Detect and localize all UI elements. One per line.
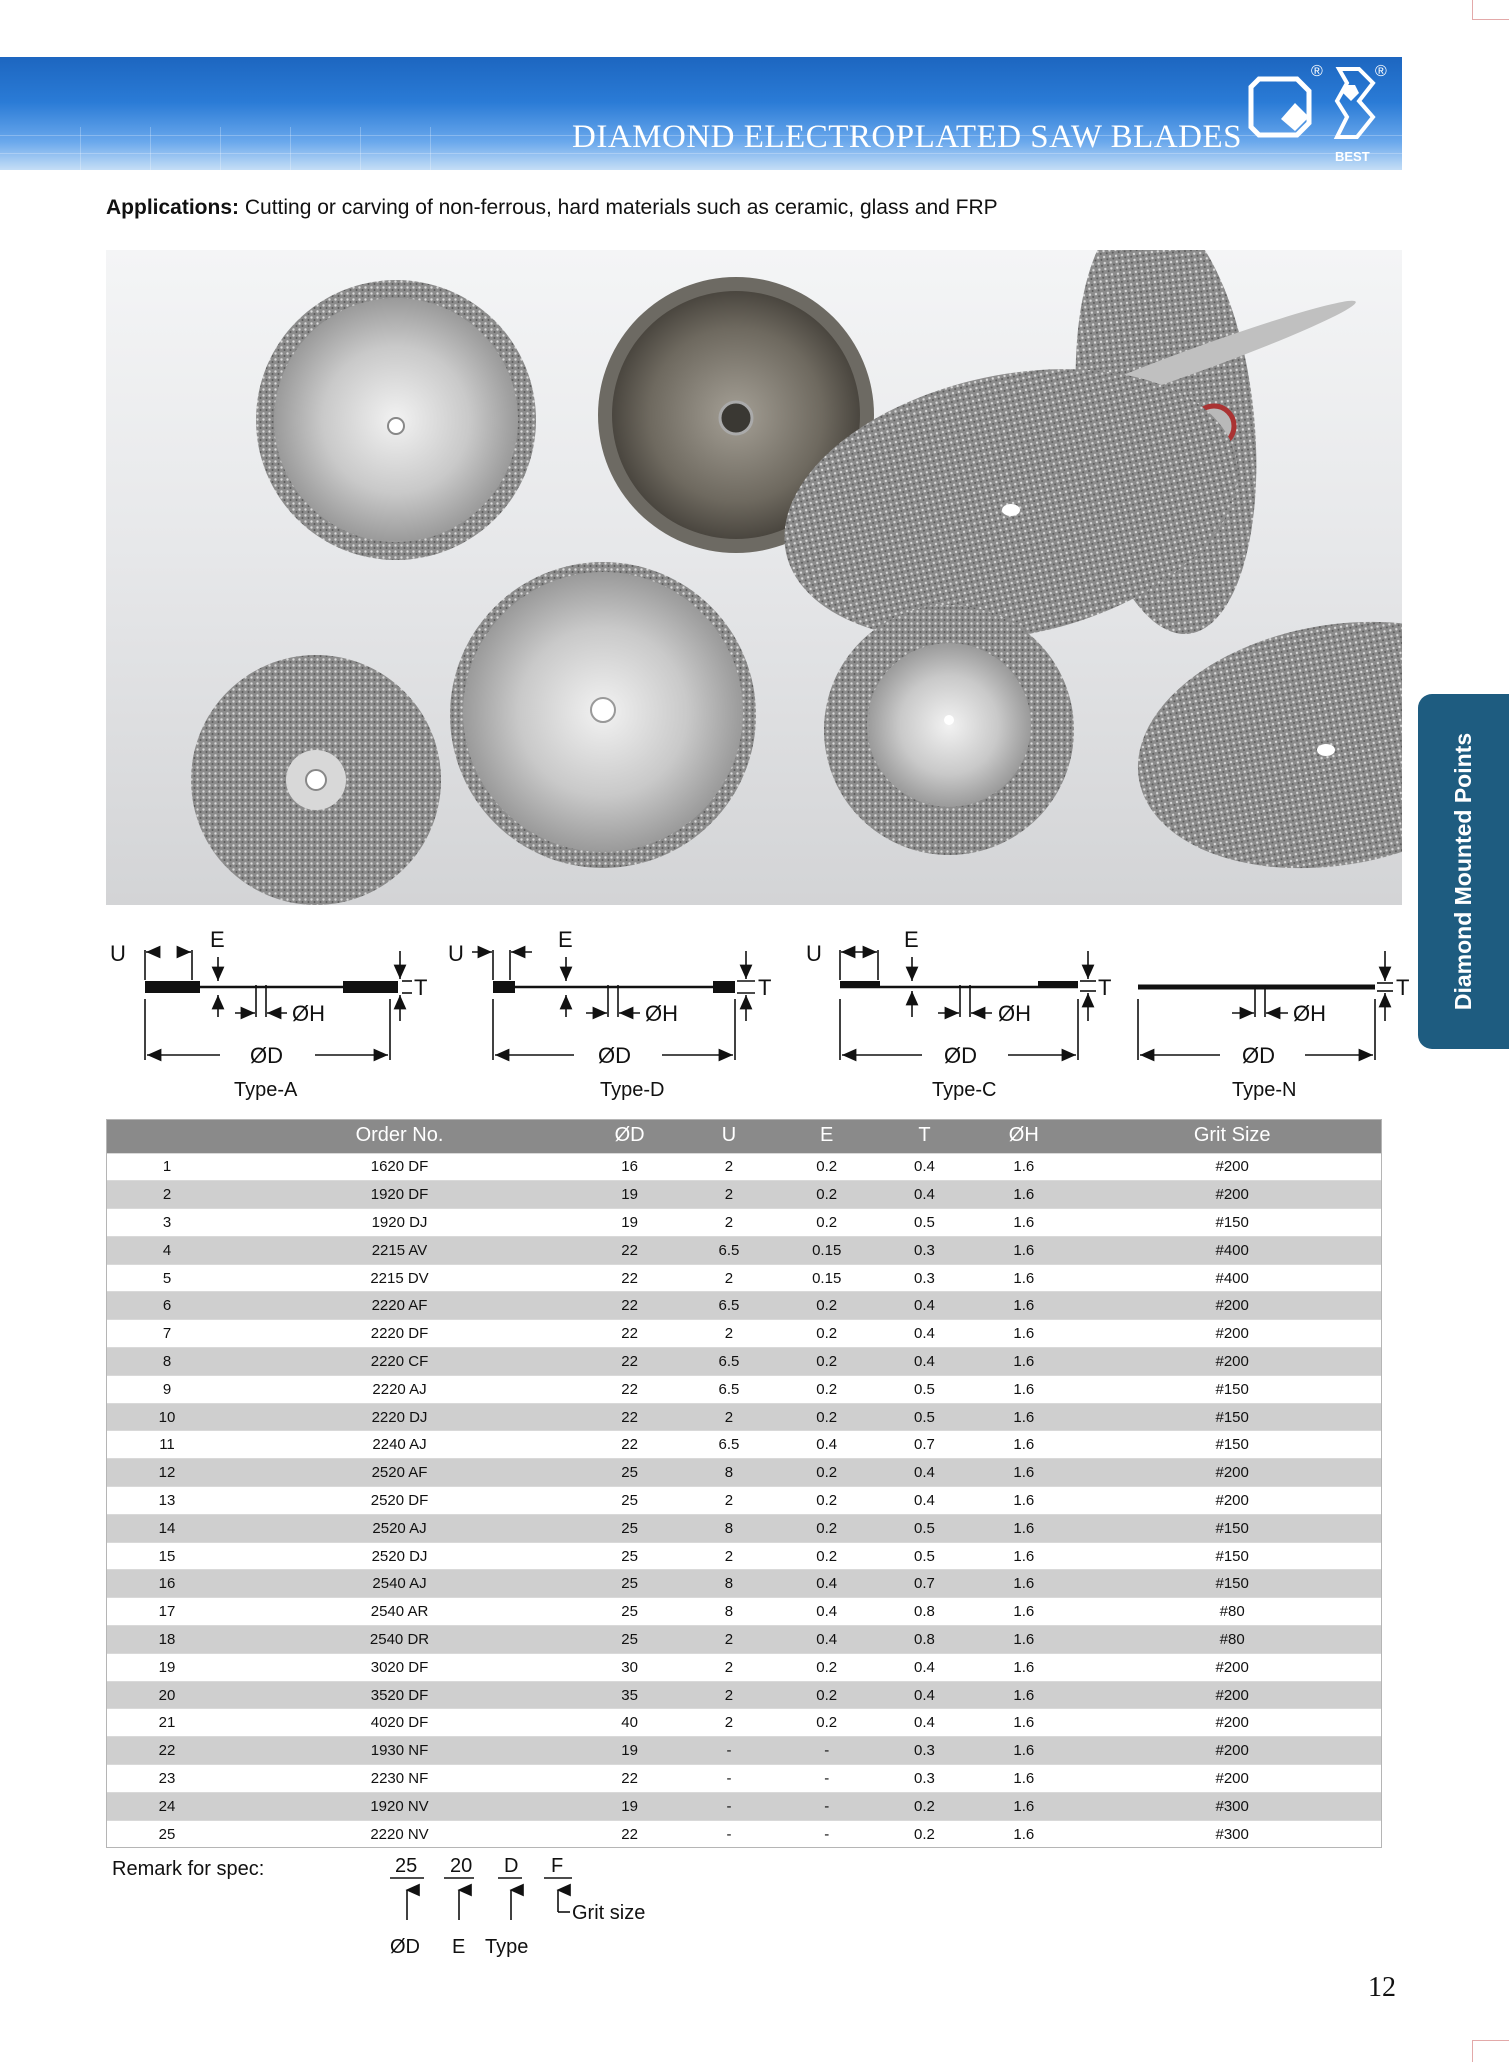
remark-type-label: Type [485,1936,529,1958]
type-a-h-label: ØH [292,1001,325,1026]
table-cell: 1.6 [965,1626,1082,1654]
table-cell: 2 [688,1153,769,1181]
table-cell: 1.6 [965,1153,1082,1181]
table-row [106,1181,1382,1209]
table-header-cell: ØD [571,1119,688,1153]
type-d-u-label: U [448,941,464,966]
table-cell: 6.5 [688,1348,769,1376]
table-cell: 0.7 [884,1431,965,1459]
table-cell: 1.6 [965,1542,1082,1570]
table-cell: 18 [106,1626,228,1654]
table-cell: 23 [106,1765,228,1793]
remark-diagram [380,1848,710,1978]
table-cell: 1.6 [965,1181,1082,1209]
type-d-t-label: T [758,975,772,1000]
table-cell: #200 [1082,1348,1382,1376]
table-cell: 0.5 [884,1403,965,1431]
table-row [106,1487,1382,1515]
page-number: 12 [1368,1972,1396,2003]
table-cell: 6.5 [688,1375,769,1403]
table-cell: 1620 DF [228,1153,571,1181]
table-cell: #200 [1082,1653,1382,1681]
table-cell: 6.5 [688,1236,769,1264]
table-cell: 9 [106,1375,228,1403]
table-cell: 22 [571,1431,688,1459]
table-cell: 0.3 [884,1765,965,1793]
table-cell: 0.7 [884,1570,965,1598]
table-cell: 16 [106,1570,228,1598]
remark-label: Remark for spec: [112,1858,265,1880]
table-body [106,1153,1382,1848]
type-n-h-label: ØH [1293,1001,1326,1026]
remark-e-label: E [452,1936,466,1958]
table-cell: 2520 AF [228,1459,571,1487]
saw-blades-photo [106,250,1402,905]
applications-text: Cutting or carving of non-ferrous, hard materials such as ceramic, glass and FRP [239,196,998,219]
table-row [106,1709,1382,1737]
table-cell: 11 [106,1431,228,1459]
table-cell: 0.2 [770,1709,884,1737]
type-a-u-label: U [110,941,126,966]
table-cell: 1.6 [965,1348,1082,1376]
table-cell: - [770,1820,884,1848]
table-row [106,1598,1382,1626]
table-cell: 0.8 [884,1626,965,1654]
table-cell: #80 [1082,1598,1382,1626]
remark-code-type: D [504,1855,519,1877]
type-c-label: Type-C [932,1079,997,1101]
table-row [106,1681,1382,1709]
table-cell: 16 [571,1153,688,1181]
table-cell: #200 [1082,1765,1382,1793]
table-cell: 25 [571,1598,688,1626]
table-cell: 15 [106,1542,228,1570]
table-cell: 1.6 [965,1320,1082,1348]
table-row [106,1209,1382,1237]
table-cell: 0.2 [884,1792,965,1820]
table-header-cell: Grit Size [1082,1119,1382,1153]
table-cell: #300 [1082,1820,1382,1848]
table-row [106,1320,1382,1348]
table-cell: #150 [1082,1570,1382,1598]
type-n-label: Type-N [1232,1079,1297,1101]
table-cell: 0.2 [770,1514,884,1542]
table-cell: 0.2 [770,1653,884,1681]
type-a-t-label: T [414,975,428,1000]
type-c-h-label: ØH [998,1001,1031,1026]
table-cell: 0.4 [884,1709,965,1737]
registered-mark-1: ® [1311,63,1323,80]
table-cell: 0.2 [770,1320,884,1348]
table-cell: #150 [1082,1209,1382,1237]
applications-label: Applications: [106,196,240,219]
table-cell: 2540 DR [228,1626,571,1654]
table-row [106,1570,1382,1598]
table-cell: 19 [571,1737,688,1765]
type-a-label: Type-A [234,1079,298,1101]
remark-grit-label: Grit size [572,1902,646,1924]
table-cell: 22 [571,1765,688,1793]
table-cell: 1920 DF [228,1181,571,1209]
table-cell: 22 [106,1737,228,1765]
table-cell: 6.5 [688,1431,769,1459]
applications-line [106,196,998,220]
crop-mark-top-right [1472,0,1509,20]
table-cell: #150 [1082,1431,1382,1459]
type-c-u-label: U [806,941,822,966]
table-row [106,1236,1382,1264]
table-cell: 25 [571,1626,688,1654]
table-cell: 0.3 [884,1236,965,1264]
table-cell: 1.6 [965,1820,1082,1848]
side-tab-label: Diamond Mounted Points [1450,732,1477,1011]
remark-od-label: ØD [390,1936,420,1958]
table-cell: 0.4 [884,1459,965,1487]
table-row [106,1264,1382,1292]
table-cell: 8 [688,1514,769,1542]
remark-code-ød: 25 [395,1855,418,1877]
table-row [106,1542,1382,1570]
product-photo [106,250,1402,905]
table-cell: 1.6 [965,1431,1082,1459]
table-cell: 2230 NF [228,1765,571,1793]
type-d-d-label: ØD [598,1043,631,1068]
table-cell: 8 [688,1570,769,1598]
table-cell: 10 [106,1403,228,1431]
crop-mark-bottom-right [1472,2040,1509,2062]
table-cell: 19 [571,1181,688,1209]
header-band [0,57,1402,170]
table-cell: #200 [1082,1459,1382,1487]
table-cell: 21 [106,1709,228,1737]
table-cell: #200 [1082,1737,1382,1765]
table-cell: 1920 DJ [228,1209,571,1237]
table-cell: 7 [106,1320,228,1348]
table-cell: 2 [688,1487,769,1515]
table-cell: 0.2 [770,1348,884,1376]
table-cell: 1.6 [965,1765,1082,1793]
table-cell: 1.6 [965,1681,1082,1709]
table-cell: - [688,1820,769,1848]
table-cell: 2 [688,1403,769,1431]
table-cell: 0.5 [884,1375,965,1403]
table-cell: 8 [106,1348,228,1376]
table-cell: #400 [1082,1236,1382,1264]
type-n-d-label: ØD [1242,1043,1275,1068]
table-cell: 0.4 [884,1348,965,1376]
table-cell: 25 [571,1514,688,1542]
table-row [106,1403,1382,1431]
table-cell: 25 [571,1459,688,1487]
table-cell: 12 [106,1459,228,1487]
table-cell: 0.8 [884,1598,965,1626]
table-cell: 0.2 [770,1487,884,1515]
table-header-cell: E [770,1119,884,1153]
table-cell: 1.6 [965,1209,1082,1237]
table-cell: 0.4 [770,1570,884,1598]
table-cell: 2220 DJ [228,1403,571,1431]
table-cell: 13 [106,1487,228,1515]
table-cell: #150 [1082,1375,1382,1403]
table-cell: 0.2 [770,1375,884,1403]
table-cell: 2220 AJ [228,1375,571,1403]
table-header-row [106,1119,1382,1153]
table-cell: 19 [106,1653,228,1681]
table-cell: 0.15 [770,1236,884,1264]
table-cell: - [688,1765,769,1793]
table-cell: 1.6 [965,1264,1082,1292]
table-cell: 0.2 [884,1820,965,1848]
table-cell: 40 [571,1709,688,1737]
table-cell: 19 [571,1792,688,1820]
table-cell: 2220 NV [228,1820,571,1848]
table-cell: 0.4 [884,1153,965,1181]
table-cell: 8 [688,1459,769,1487]
table-cell: 0.2 [770,1681,884,1709]
table-cell: 5 [106,1264,228,1292]
table-cell: #200 [1082,1320,1382,1348]
table-cell: 2220 AF [228,1292,571,1320]
table-cell: 19 [571,1209,688,1237]
spec-code-diagram [380,1848,710,1978]
table-cell: 30 [571,1653,688,1681]
table-cell: 2215 AV [228,1236,571,1264]
table-cell: 2220 CF [228,1348,571,1376]
table-cell: 14 [106,1514,228,1542]
table-cell: 2 [688,1209,769,1237]
table-cell: 0.2 [770,1153,884,1181]
table-cell: #80 [1082,1626,1382,1654]
table-cell: 0.4 [884,1292,965,1320]
table-cell: #200 [1082,1181,1382,1209]
type-d-h-label: ØH [645,1001,678,1026]
table-cell: 2 [688,1320,769,1348]
table-cell: 2 [688,1681,769,1709]
table-cell: 0.4 [884,1181,965,1209]
page-title: DIAMOND ELECTROPLATED SAW BLADES [572,119,1242,155]
table-cell: #200 [1082,1153,1382,1181]
table-row [106,1626,1382,1654]
type-diagrams [100,915,1430,1105]
table-cell: 3020 DF [228,1653,571,1681]
table-cell: 1.6 [965,1514,1082,1542]
table-cell: 1.6 [965,1403,1082,1431]
table-cell: 2520 AJ [228,1514,571,1542]
table-cell: 22 [571,1264,688,1292]
table-cell: 2 [688,1626,769,1654]
table-cell: 2240 AJ [228,1431,571,1459]
type-n-t-label: T [1396,975,1410,1000]
table-cell: 3520 DF [228,1681,571,1709]
table-cell: #300 [1082,1792,1382,1820]
table-cell: 2 [688,1264,769,1292]
table-cell: 0.2 [770,1181,884,1209]
table-cell: 0.4 [884,1681,965,1709]
table-cell: 0.2 [770,1459,884,1487]
table-cell: 1.6 [965,1292,1082,1320]
table-cell: 1.6 [965,1375,1082,1403]
table-cell: 0.2 [770,1209,884,1237]
table-cell: 0.5 [884,1209,965,1237]
table-cell: 2540 AR [228,1598,571,1626]
table-cell: 25 [571,1487,688,1515]
table-cell: #150 [1082,1542,1382,1570]
table-cell: 17 [106,1598,228,1626]
table-header-cell: T [884,1119,965,1153]
table-cell: 1.6 [965,1792,1082,1820]
table-cell: #400 [1082,1264,1382,1292]
type-c-d-label: ØD [944,1043,977,1068]
table-cell: - [770,1792,884,1820]
table-cell: 2215 DV [228,1264,571,1292]
table-cell: 1.6 [965,1236,1082,1264]
table-cell: 0.3 [884,1737,965,1765]
table-row [106,1792,1382,1820]
table-cell: - [770,1765,884,1793]
table-row [106,1653,1382,1681]
table-cell: 4020 DF [228,1709,571,1737]
table-cell: 25 [571,1542,688,1570]
table-row [106,1348,1382,1376]
table-cell: #200 [1082,1487,1382,1515]
table-cell: 2520 DF [228,1487,571,1515]
table-row [106,1375,1382,1403]
table-cell: 22 [571,1403,688,1431]
table-cell: #200 [1082,1292,1382,1320]
table-cell: #150 [1082,1403,1382,1431]
table-cell: 35 [571,1681,688,1709]
table-cell: 6 [106,1292,228,1320]
table-header-cell [106,1119,228,1153]
table-cell: 1920 NV [228,1792,571,1820]
table-header-cell: Order No. [228,1119,571,1153]
side-tab-label-wrap [1418,694,1509,1049]
remark-code-e: 20 [450,1855,473,1877]
table-row [106,1459,1382,1487]
table-row [106,1820,1382,1848]
table-cell: 2 [688,1709,769,1737]
dimension-diagrams [100,915,1430,1105]
table-cell: 22 [571,1375,688,1403]
table-cell: 0.4 [884,1320,965,1348]
table-cell: 0.5 [884,1542,965,1570]
table-cell: 0.4 [884,1487,965,1515]
table-row [106,1514,1382,1542]
table-cell: 6.5 [688,1292,769,1320]
table-row [106,1431,1382,1459]
table-cell: 25 [571,1570,688,1598]
table-cell: 2 [688,1542,769,1570]
table-cell: 0.2 [770,1403,884,1431]
table-cell: 0.3 [884,1264,965,1292]
table-cell: 0.4 [770,1598,884,1626]
table-cell: 25 [106,1820,228,1848]
table-cell: 1.6 [965,1737,1082,1765]
table-cell: #150 [1082,1514,1382,1542]
table-cell: 1.6 [965,1653,1082,1681]
table-cell: 1.6 [965,1459,1082,1487]
type-a-e-label: E [210,927,225,952]
table-cell: 8 [688,1598,769,1626]
table-cell: 2520 DJ [228,1542,571,1570]
table-cell: 22 [571,1236,688,1264]
table-cell: 2 [688,1181,769,1209]
table-cell: #200 [1082,1681,1382,1709]
table-cell: - [688,1737,769,1765]
table-cell: #200 [1082,1709,1382,1737]
table-cell: 1.6 [965,1570,1082,1598]
table-row [106,1765,1382,1793]
table-cell: 0.2 [770,1292,884,1320]
table-cell: 1 [106,1153,228,1181]
table-cell: 1.6 [965,1598,1082,1626]
table-cell: 3 [106,1209,228,1237]
table-cell: 20 [106,1681,228,1709]
table-cell: 2 [688,1653,769,1681]
table-cell: - [688,1792,769,1820]
type-a-d-label: ØD [250,1043,283,1068]
table-cell: 2220 DF [228,1320,571,1348]
spec-table [106,1119,1382,1848]
table-cell: 1.6 [965,1487,1082,1515]
type-c-t-label: T [1098,975,1112,1000]
table-cell: 1.6 [965,1709,1082,1737]
table-header-cell: ØH [965,1119,1082,1153]
table-cell: 1930 NF [228,1737,571,1765]
table-cell: 0.15 [770,1264,884,1292]
table-cell: 4 [106,1236,228,1264]
type-c-e-label: E [904,927,919,952]
table-cell: 0.4 [884,1653,965,1681]
table-cell: 22 [571,1348,688,1376]
table-cell: 2540 AJ [228,1570,571,1598]
table-cell: 2 [106,1181,228,1209]
table-cell: 0.5 [884,1514,965,1542]
table-cell: 0.4 [770,1626,884,1654]
table-cell: - [770,1737,884,1765]
table-cell: 24 [106,1792,228,1820]
brand-logo [1247,61,1392,166]
type-d-label: Type-D [600,1079,665,1101]
remark-code-grit: F [551,1855,564,1877]
table-cell: 22 [571,1320,688,1348]
type-d-e-label: E [558,927,573,952]
table-header-cell: U [688,1119,769,1153]
table-cell: 0.4 [770,1431,884,1459]
table-row [106,1292,1382,1320]
table-cell: 22 [571,1292,688,1320]
brand-name: BEST [1335,149,1370,164]
table-cell: 22 [571,1820,688,1848]
table-cell: 0.2 [770,1542,884,1570]
registered-mark-2: ® [1375,63,1387,80]
table-row [106,1737,1382,1765]
table-row [106,1153,1382,1181]
